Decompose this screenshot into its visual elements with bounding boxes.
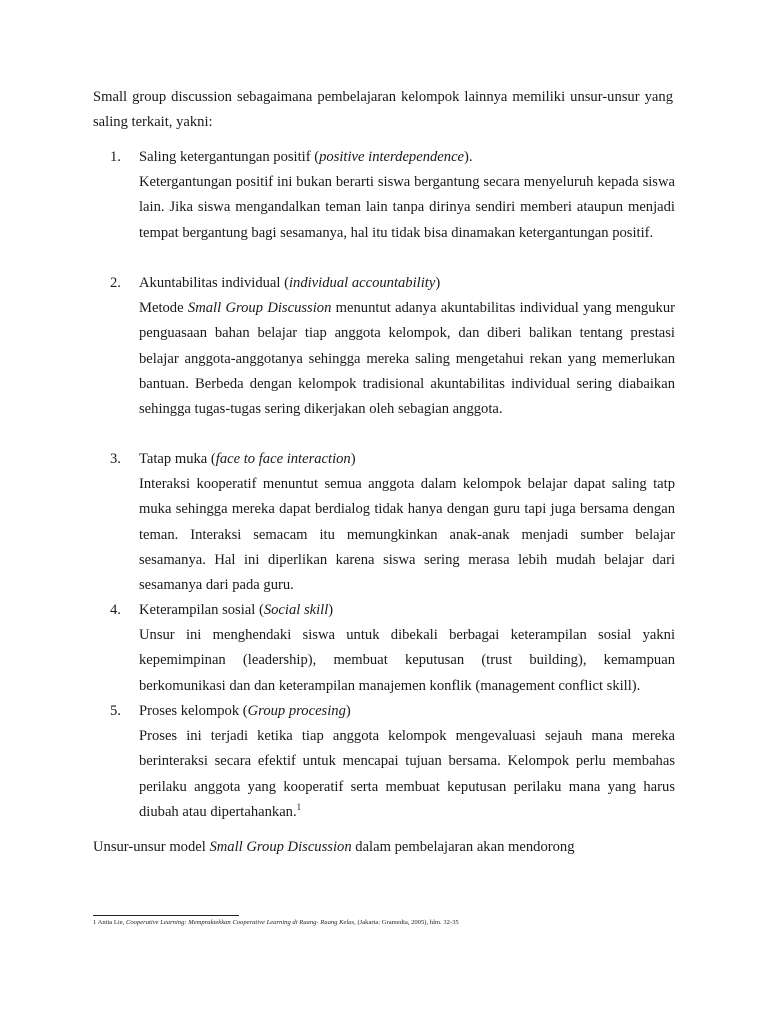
- footnote-text: , (Jakarta: Gramedia, 2005), hlm. 32-35: [354, 919, 459, 926]
- list-item-1-heading: [110, 145, 675, 170]
- footnote-title: Cooperative Learning: Mempraktekkan Cooperative Learning di Ruang- Ruang Kelas: [125, 919, 355, 926]
- list-item-3-heading: [110, 447, 675, 472]
- list-number: 2.: [110, 275, 121, 291]
- item-title-italic: individual accountability: [288, 275, 436, 291]
- item-title-italic: face to face interaction: [215, 451, 351, 467]
- list-item-5-body: [139, 724, 675, 825]
- body-italic: Small Group Discussion: [209, 839, 352, 855]
- item-title-end: ): [345, 703, 351, 719]
- body-text: Proses ini terjadi ketika tiap anggota kelompok mengevaluasi sejauh mana mereka berinteraksi secara efektif untuk mencapai tujuan bersama. Kelompok perlu membahas perilaku anggota yang kooperatif serta membuat keputusan perilaku mana yang harus diubah atau dipertahankan.: [139, 728, 675, 820]
- footnote-separator: [93, 915, 239, 916]
- item-title-end: ): [435, 275, 441, 291]
- intro-paragraph: [93, 85, 673, 136]
- body-text: Unsur-unsur model: [93, 839, 210, 855]
- list-item-4-body: Unsur ini menghendaki siswa untuk dibekali berbagai keterampilan sosial yakni kepemimpinan (leadership), membuat keputusan (trust building), kemampuan berkomunikasi dan dan keterampilan manajemen konflik (management conflict skill).: [139, 627, 675, 694]
- footnote-text: 1 Anita Lie,: [93, 919, 126, 926]
- body-text: Metode: [139, 300, 188, 316]
- footnote-reference[interactable]: 1: [296, 802, 302, 813]
- list-item-5-heading: [110, 699, 675, 724]
- list-number: 3.: [110, 451, 121, 467]
- item-title: Tatap muka (: [139, 451, 216, 467]
- item-title: Keterampilan sosial (: [139, 602, 264, 618]
- list-item-3-body: Interaksi kooperatif menuntut semua anggota dalam kelompok belajar dapat saling tatp muka sehingga mereka dapat berdialog tidak hanya dengan guru tapi juga bersama dengan teman. Interaksi semacam itu memungkinkan anak-anak menjadi sumber belajar sesamanya. Hal ini diperlikan karena siswa sering merasa lebih mudah belajar dari sesamanya dari pada guru.: [139, 476, 675, 594]
- item-title-italic: positive interdependence: [319, 149, 465, 165]
- list-item-1-body: Ketergantungan positif ini bukan berarti siswa bergantung secara menyeluruh kepada siswa lain. Jika siswa mengandalkan teman lain tanpa dirinya sendiri memberi ataupun menjadi tempat bergantung bagi sesamanya, hal itu tidak bisa dinamakan ketergantungan positif.: [139, 174, 675, 241]
- body-text: menuntut adanya akuntabilitas individual yang mengukur penguasaan bahan belajar tiap anggota kelompok, dan diberi balikan tentang prestasi belajar anggota-anggotanya sehingga mereka saling mengetahui rekan yang memerlukan bantuan. Berbeda dengan kelompok tradisional akuntabilitas individual sering diabaikan sehingga tugas-tugas sering dikerjakan oleh sebagian anggota.: [139, 300, 675, 418]
- item-title-italic: Group procesing: [247, 703, 346, 719]
- item-title-italic: Social skill: [263, 602, 329, 618]
- item-title: Proses kelompok (: [139, 703, 248, 719]
- item-title-end: ).: [464, 149, 473, 165]
- body-text: dalam pembelajaran akan mendorong: [351, 839, 575, 855]
- item-title: Akuntabilitas individual (: [139, 275, 289, 291]
- item-title-end: ): [328, 602, 334, 618]
- list-item-2-heading: [110, 271, 675, 296]
- list-number: 1.: [110, 149, 121, 165]
- intro-line-2: yang saling terkait, yakni:: [93, 89, 673, 131]
- closing-paragraph: [93, 835, 673, 860]
- list-number: 5.: [110, 703, 121, 719]
- footnote: [93, 918, 693, 928]
- item-title-end: ): [350, 451, 356, 467]
- body-italic: Small Group Discussion: [187, 300, 332, 316]
- list-item-4-heading: [110, 598, 675, 623]
- intro-line-1: Small group discussion sebagaimana pembelajaran kelompok lainnya memiliki unsur-unsur: [93, 89, 640, 105]
- item-title: Saling ketergantungan positif (: [139, 149, 320, 165]
- list-number: 4.: [110, 602, 121, 618]
- list-item-2-body: [139, 296, 675, 422]
